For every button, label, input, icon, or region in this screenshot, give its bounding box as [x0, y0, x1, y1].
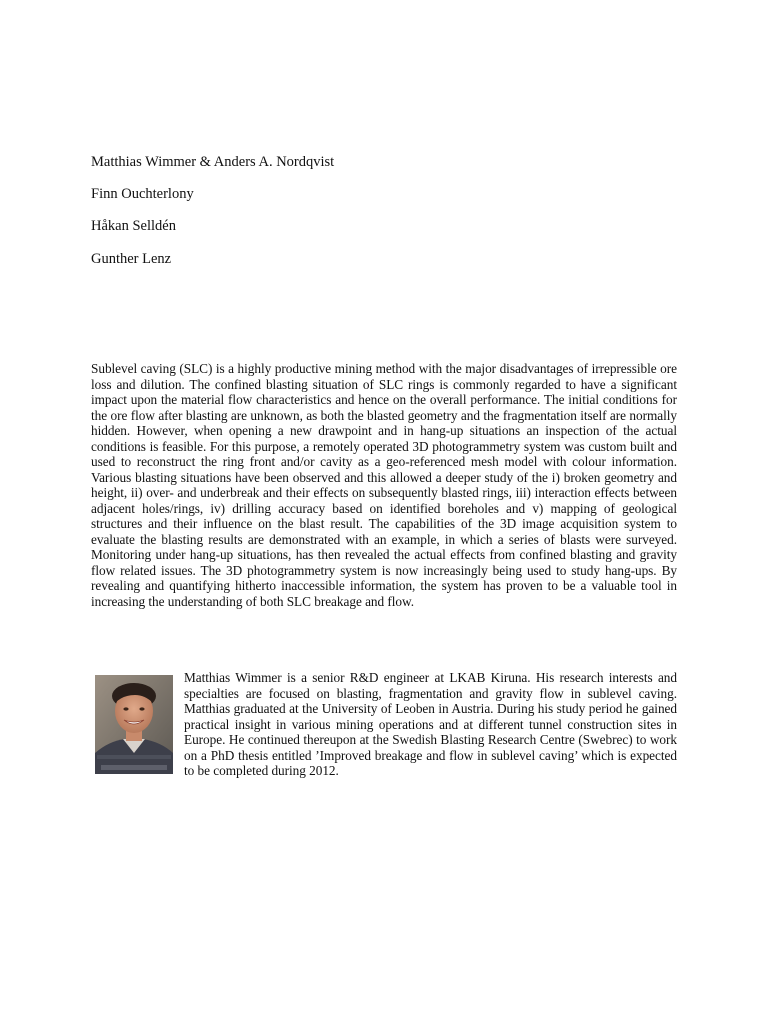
author-line-4: Gunther Lenz [91, 251, 172, 267]
author-line-1: Matthias Wimmer & Anders A. Nordqvist [91, 154, 335, 170]
author-photo [95, 675, 173, 774]
author-line-3: Håkan Selldén [91, 218, 176, 234]
author-biography: Matthias Wimmer is a senior R&D engineer at LKAB Kiruna. His research interests and specialties are focused on blasting, fragmentation and gravity flow in sublevel caving. Matthias graduated at the University of Leoben in Austria. During his study period he gained practical insight in various mining operations and at different tunnel construction sites in Europe. He continued thereupon at the Swedish Blasting Research Centre (Swebrec) to work on a PhD thesis entitled ’Improved breakage and flow in sublevel caving’ which is expected to be completed during 2012. [184, 670, 677, 778]
abstract-paragraph: Sublevel caving (SLC) is a highly productive mining method with the major disadvantages of irrepressible ore loss and dilution. The confined blasting situation of SLC rings is commonly regarded to have a significant impact upon the material flow characteristics and hence on the overall performance. The initial conditions for the ore flow after blasting are unknown, as both the blasted geometry and the fragmentation itself are normally hidden. However, when opening a new drawpoint and in hang-up situations an inspection of the actual conditions is feasible. For this purpose, a remotely operated 3D photogrammetry system was custom built and used to reconstruct the ring front and/or cavity as a geo-referenced mesh model with colour information. Various blasting situations have been observed and this allowed a deeper study of the i) broken geometry and height, ii) over- and underbreak and their effects on subsequently blasted rings, iii) interaction effects between adjacent holes/rings, iv) drilling accuracy based on identified boreholes and v) mapping of geological structures and their influence on the blast result. The capabilities of the 3D image acquisition system to evaluate the blasting results are demonstrated with an example, in which a series of blasts were surveyed. Monitoring under hang-up situations, has then revealed the actual effects from confined blasting and gravity flow related issues. The 3D photogrammetry system is now increasingly being used to study hang-ups. By revealing and quantifying hitherto inaccessible information, the system has proven to be a valuable tool in increasing the understanding of both SLC breakage and flow. [91, 361, 677, 609]
author-line-2: Finn Ouchterlony [91, 186, 194, 202]
